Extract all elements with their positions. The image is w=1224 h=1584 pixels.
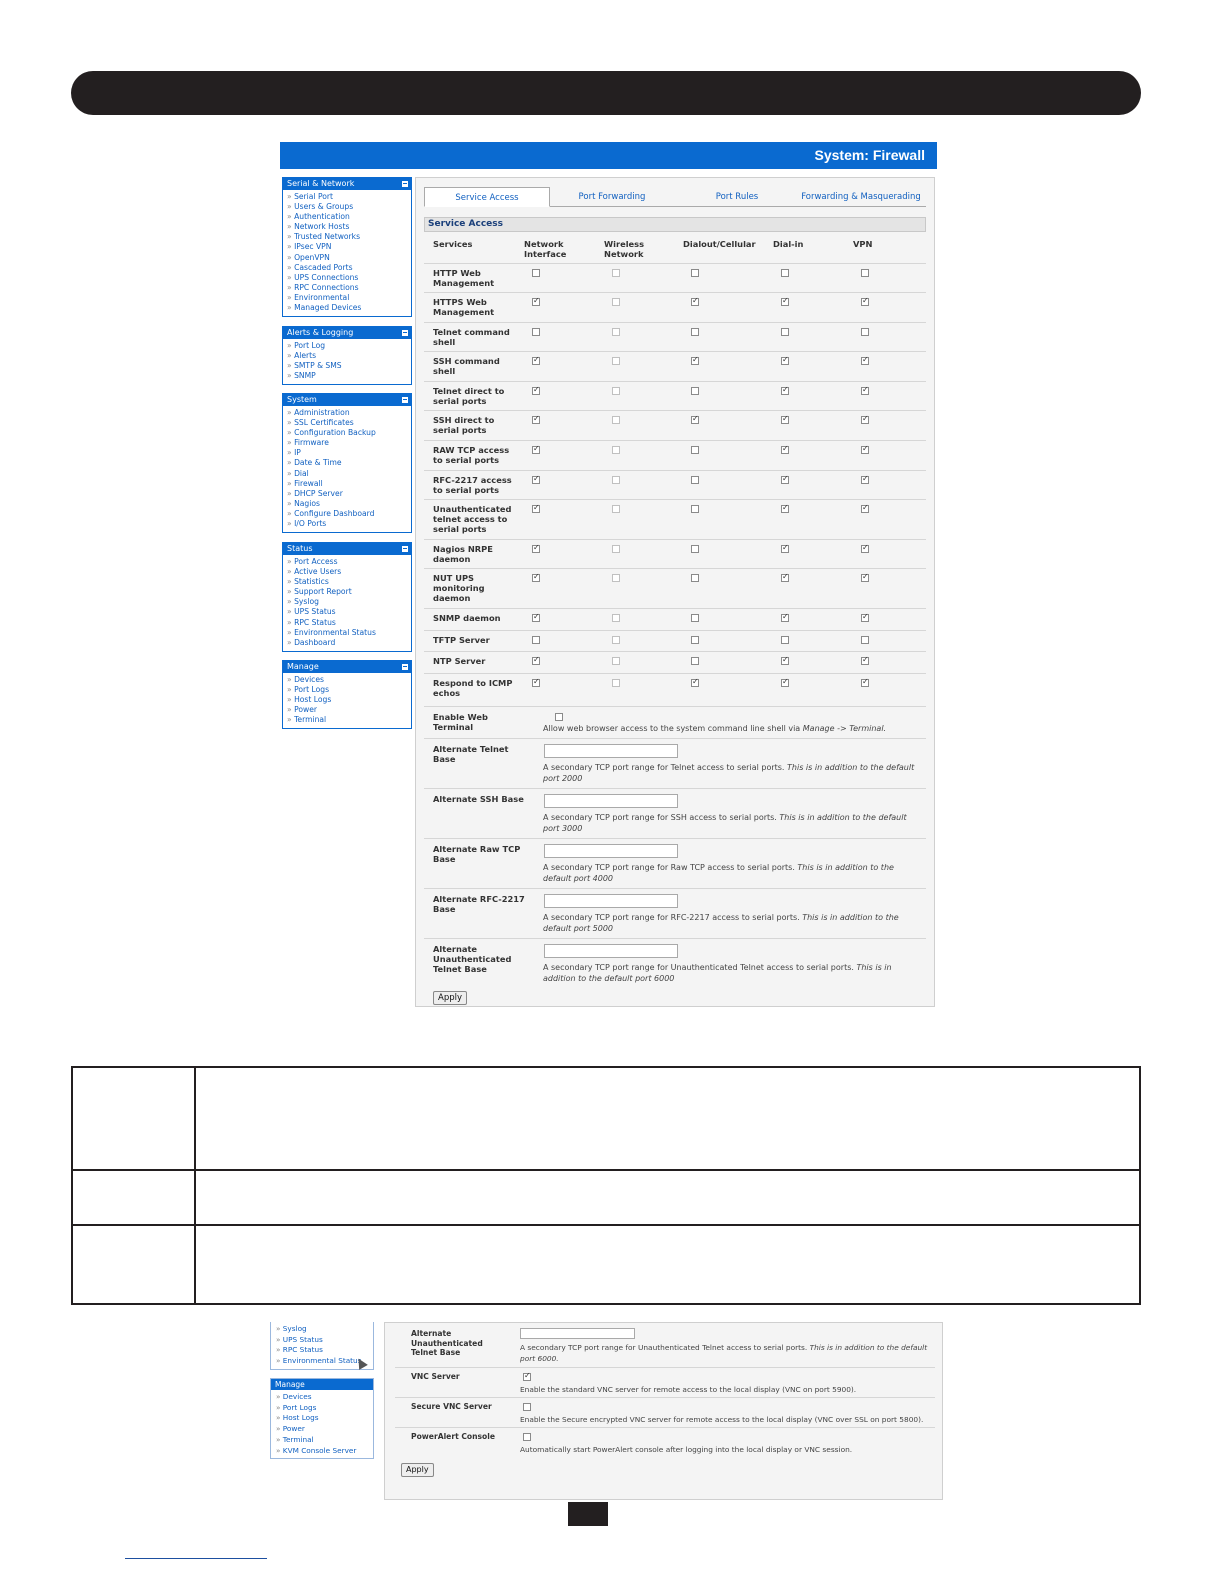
apply-button[interactable]: Apply <box>433 991 467 1005</box>
service-row-unauthenticated-telnet-access-to-serial-ports <box>424 499 926 539</box>
column-header-dial-in: Dial-in <box>773 239 804 249</box>
collapse-icon[interactable] <box>402 546 408 552</box>
page-number-box <box>568 1502 608 1526</box>
sidebar-item-support-report[interactable]: » Support Report <box>287 587 411 597</box>
checkbox-dialout-cellular[interactable] <box>691 614 699 622</box>
sidebar-item-rpc-status[interactable]: » RPC Status <box>287 618 411 628</box>
checkbox-vpn[interactable] <box>861 298 869 306</box>
column-header-dialout-cellular: Dialout/Cellular <box>683 239 756 249</box>
checkbox-network-interface[interactable] <box>532 446 540 454</box>
checkbox-dialout-cellular[interactable] <box>691 657 699 665</box>
sidebar-item-trusted-networks[interactable]: » Trusted Networks <box>287 232 411 242</box>
sidebar-item-environmental-status[interactable]: » Environmental Status <box>287 628 411 638</box>
checkbox-network-interface[interactable] <box>532 574 540 582</box>
service-label: NTP Server <box>433 656 486 666</box>
sidebar-item-ups-status[interactable]: » UPS Status <box>287 607 411 617</box>
service-row-rfc-2217-access-to-serial-ports <box>424 470 926 499</box>
service-row-respond-to-icmp-echos <box>424 673 926 705</box>
setting-checkbox[interactable] <box>523 1373 531 1381</box>
alternate-desc: A secondary TCP port range for SSH access to serial ports. This is in addition to the default port 3000 <box>543 813 907 833</box>
service-label: SSH direct to serial ports <box>433 415 495 435</box>
checkbox-network-interface[interactable] <box>532 476 540 484</box>
sidebar-header-serial-network[interactable] <box>283 178 411 190</box>
collapse-icon[interactable] <box>402 330 408 336</box>
sidebar-item-host-logs[interactable]: » Host Logs <box>276 1413 373 1424</box>
checkbox-dialout-cellular[interactable] <box>691 636 699 644</box>
checkbox-vpn[interactable] <box>861 476 869 484</box>
sidebar-item-power[interactable]: » Power <box>287 705 411 715</box>
checkbox-dial-in[interactable] <box>781 416 789 424</box>
sidebar-group-alerts-logging <box>282 326 412 385</box>
sidebar-item-dashboard[interactable]: » Dashboard <box>287 638 411 648</box>
setting-checkbox[interactable] <box>523 1403 531 1411</box>
checkbox-vpn[interactable] <box>861 328 869 336</box>
checkbox-wireless-network[interactable] <box>612 614 620 622</box>
sidebar-item-dhcp-server[interactable]: » DHCP Server <box>287 489 411 499</box>
alt-unauth-telnet-input[interactable] <box>520 1328 635 1339</box>
checkbox-dialout-cellular[interactable] <box>691 574 699 582</box>
checkbox-dialout-cellular[interactable] <box>691 476 699 484</box>
sidebar-item-ipsec-vpn[interactable]: » IPsec VPN <box>287 242 411 252</box>
web-terminal-row <box>424 706 926 738</box>
sidebar-header-label: Alerts & Logging <box>287 328 354 337</box>
checkbox-dialout-cellular[interactable] <box>691 416 699 424</box>
service-label: Unauthenticated telnet access to serial ports <box>433 504 512 534</box>
sidebar-item-devices[interactable]: » Devices <box>276 1392 373 1403</box>
sidebar-manage <box>270 1378 374 1459</box>
sidebar-group-status <box>282 542 412 652</box>
service-label: HTTP Web Management <box>433 268 495 288</box>
checkbox-dialout-cellular[interactable] <box>691 446 699 454</box>
checkbox-dialout-cellular[interactable] <box>691 387 699 395</box>
setting-label: PowerAlert Console <box>411 1432 496 1441</box>
sidebar-item-port-logs[interactable]: » Port Logs <box>276 1403 373 1414</box>
alt-unauth-telnet-label: Alternate Unauthenticated Telnet Base <box>411 1329 483 1357</box>
checkbox-network-interface[interactable] <box>532 679 540 687</box>
checkbox-network-interface[interactable] <box>532 387 540 395</box>
sidebar-item-smtp-sms[interactable]: » SMTP & SMS <box>287 361 411 371</box>
sidebar-group-system <box>282 393 412 533</box>
setting-label: Secure VNC Server <box>411 1402 492 1411</box>
sidebar-item-date-time[interactable]: » Date & Time <box>287 458 411 468</box>
collapse-icon[interactable] <box>402 397 408 403</box>
checkbox-wireless-network[interactable] <box>612 298 620 306</box>
sidebar-item-alerts[interactable]: » Alerts <box>287 351 411 361</box>
service-label: RAW TCP access to serial ports <box>433 445 510 465</box>
table-divider <box>194 1068 196 1303</box>
checkbox-dialout-cellular[interactable] <box>691 545 699 553</box>
tab-port-forwarding[interactable]: Port Forwarding <box>578 192 646 202</box>
sidebar-item-power[interactable]: » Power <box>276 1424 373 1435</box>
service-label: NUT UPS monitoring daemon <box>433 573 485 603</box>
sidebar-item-terminal[interactable]: » Terminal <box>276 1435 373 1446</box>
checkbox-vpn[interactable] <box>861 505 869 513</box>
alternate-desc: A secondary TCP port range for Unauthenticated Telnet access to serial ports. This is in addition to the default port 6000 <box>543 963 892 983</box>
alternate-row-alternate-ssh-base <box>424 788 926 838</box>
checkbox-dialout-cellular[interactable] <box>691 505 699 513</box>
checkbox-dial-in[interactable] <box>781 357 789 365</box>
sidebar-item-kvm-console-server[interactable]: » KVM Console Server <box>276 1446 373 1457</box>
collapse-icon[interactable] <box>402 181 408 187</box>
vnc-content-panel <box>384 1322 943 1500</box>
table-divider <box>73 1224 1139 1226</box>
sidebar-item-snmp[interactable]: » SNMP <box>287 371 411 381</box>
checkbox-vpn[interactable] <box>861 269 869 277</box>
checkbox-network-interface[interactable] <box>532 328 540 336</box>
column-header-wireless-network: Wireless Network <box>604 239 645 259</box>
sidebar-item-rpc-connections[interactable]: » RPC Connections <box>287 283 411 293</box>
sidebar-item-active-users[interactable]: » Active Users <box>287 567 411 577</box>
checkbox-dial-in[interactable] <box>781 574 789 582</box>
sidebar-item-cascaded-ports[interactable]: » Cascaded Ports <box>287 263 411 273</box>
sidebar-group-manage <box>282 660 412 729</box>
sidebar-header-label: Manage <box>287 662 319 671</box>
page-title-bar <box>280 142 937 169</box>
setting-row-poweralert-console <box>395 1427 935 1457</box>
alternate-row-alternate-raw-tcp-base <box>424 838 926 888</box>
setting-row-vnc-server <box>395 1367 935 1397</box>
sidebar-item-openvpn[interactable]: » OpenVPN <box>287 253 411 263</box>
sidebar-header-label: Serial & Network <box>287 179 355 188</box>
checkbox-vpn[interactable] <box>861 636 869 644</box>
service-row-snmp-daemon <box>424 608 926 630</box>
alt-unauth-telnet-desc: A secondary TCP port range for Unauthenticated Telnet access to serial ports. This is in addition to the default port 6000. <box>520 1343 928 1363</box>
checkbox-dialout-cellular[interactable] <box>691 328 699 336</box>
page-title: System: Firewall <box>814 147 925 163</box>
column-header-network-interface: Network Interface <box>524 239 567 259</box>
sidebar-item-terminal[interactable]: » Terminal <box>287 715 411 725</box>
checkbox-dial-in[interactable] <box>781 614 789 622</box>
checkbox-vpn[interactable] <box>861 679 869 687</box>
service-label: Telnet direct to serial ports <box>433 386 505 406</box>
alternate-desc: A secondary TCP port range for Telnet access to serial ports. This is in addition to the default port 2000 <box>543 763 915 783</box>
sidebar-header-status[interactable] <box>283 543 411 555</box>
sidebar-item-statistics[interactable]: » Statistics <box>287 577 411 587</box>
setting-checkbox[interactable] <box>523 1433 531 1441</box>
checkbox-vpn[interactable] <box>861 357 869 365</box>
service-label: Respond to ICMP echos <box>433 678 513 698</box>
alt-unauth-telnet-row <box>395 1327 935 1367</box>
setting-desc: Enable the Secure encrypted VNC server for remote access to the local display (VNC over SSL on port 5800). <box>520 1415 924 1424</box>
checkbox-dialout-cellular[interactable] <box>691 269 699 277</box>
alternate-row-alternate-unauthenticated-telnet-base <box>424 938 926 988</box>
checkbox-wireless-network[interactable] <box>612 476 620 484</box>
sidebar-item-i-o-ports[interactable]: » I/O Ports <box>287 519 411 529</box>
service-row-ssh-command-shell <box>424 351 926 381</box>
checkbox-network-interface[interactable] <box>532 657 540 665</box>
alternate-desc: A secondary TCP port range for Raw TCP access to serial ports. This is in addition to the default port 4000 <box>543 863 894 883</box>
checkbox-wireless-network[interactable] <box>612 657 620 665</box>
collapse-icon[interactable] <box>402 664 408 670</box>
service-label: Telnet command shell <box>433 327 510 347</box>
web-terminal-label: Enable Web Terminal <box>433 712 488 732</box>
alternate-port-input[interactable] <box>544 944 678 958</box>
checkbox-vpn[interactable] <box>861 574 869 582</box>
checkbox-dial-in[interactable] <box>781 328 789 336</box>
sidebar-item-firewall[interactable]: » Firewall <box>287 479 411 489</box>
checkbox-wireless-network[interactable] <box>612 574 620 582</box>
service-label: TFTP Server <box>433 635 490 645</box>
description-table <box>71 1066 1141 1305</box>
checkbox-dial-in[interactable] <box>781 269 789 277</box>
checkbox-vpn[interactable] <box>861 416 869 424</box>
sidebar-item-ip[interactable]: » IP <box>287 448 411 458</box>
tab-service-access[interactable]: Service Access <box>424 187 550 207</box>
alternate-label: Alternate Raw TCP Base <box>433 844 521 864</box>
sidebar-item-ups-connections[interactable]: » UPS Connections <box>287 273 411 283</box>
sidebar-item-syslog[interactable]: » Syslog <box>287 597 411 607</box>
sidebar-item-authentication[interactable]: » Authentication <box>287 212 411 222</box>
checkbox-dial-in[interactable] <box>781 505 789 513</box>
web-terminal-desc: Allow web browser access to the system command line shell via Manage -> Terminal. <box>543 724 887 733</box>
sidebar-header-label: System <box>287 395 317 404</box>
service-row-http-web-management <box>424 263 926 292</box>
sidebar-item-configure-dashboard[interactable]: » Configure Dashboard <box>287 509 411 519</box>
alternate-row-alternate-telnet-base <box>424 738 926 788</box>
checkbox-dial-in[interactable] <box>781 657 789 665</box>
alternate-label: Alternate Unauthenticated Telnet Base <box>433 944 512 974</box>
firewall-screenshot <box>280 142 937 1008</box>
checkbox-network-interface[interactable] <box>532 357 540 365</box>
checkbox-vpn[interactable] <box>861 545 869 553</box>
service-label: HTTPS Web Management <box>433 297 495 317</box>
web-terminal-checkbox[interactable] <box>555 713 563 721</box>
checkbox-wireless-network[interactable] <box>612 269 620 277</box>
checkbox-vpn[interactable] <box>861 387 869 395</box>
sidebar-header-manage: Manage <box>271 1379 373 1390</box>
checkbox-wireless-network[interactable] <box>612 416 620 424</box>
checkbox-dialout-cellular[interactable] <box>691 679 699 687</box>
service-row-telnet-command-shell <box>424 322 926 351</box>
checkbox-dial-in[interactable] <box>781 387 789 395</box>
sidebar-item-users-groups[interactable]: » Users & Groups <box>287 202 411 212</box>
sidebar-item-syslog[interactable]: » Syslog <box>276 1324 373 1335</box>
checkbox-network-interface[interactable] <box>532 505 540 513</box>
service-label: Nagios NRPE daemon <box>433 544 493 564</box>
setting-label: VNC Server <box>411 1372 460 1381</box>
footer-link-underline <box>125 1558 267 1559</box>
sidebar-group-serial-network <box>282 177 412 317</box>
alternate-port-input[interactable] <box>544 794 678 808</box>
sidebar-item-ssl-certificates[interactable]: » SSL Certificates <box>287 418 411 428</box>
checkbox-dial-in[interactable] <box>781 636 789 644</box>
column-header-vpn: VPN <box>853 239 873 249</box>
checkbox-wireless-network[interactable] <box>612 636 620 644</box>
service-row-nagios-nrpe-daemon <box>424 539 926 568</box>
checkbox-wireless-network[interactable] <box>612 357 620 365</box>
checkbox-dial-in[interactable] <box>781 298 789 306</box>
setting-row-secure-vnc-server <box>395 1397 935 1427</box>
tab-bar <box>424 187 926 207</box>
sidebar-item-port-log[interactable]: » Port Log <box>287 341 411 351</box>
checkbox-vpn[interactable] <box>861 614 869 622</box>
checkbox-network-interface[interactable] <box>532 269 540 277</box>
sidebar-item-port-access[interactable]: » Port Access <box>287 557 411 567</box>
sidebar-item-host-logs[interactable]: » Host Logs <box>287 695 411 705</box>
checkbox-wireless-network[interactable] <box>612 505 620 513</box>
firewall-content-panel <box>415 177 935 1007</box>
checkbox-dial-in[interactable] <box>781 446 789 454</box>
sidebar-item-dial[interactable]: » Dial <box>287 469 411 479</box>
checkbox-dial-in[interactable] <box>781 476 789 484</box>
checkbox-wireless-network[interactable] <box>612 328 620 336</box>
sidebar-item-configuration-backup[interactable]: » Configuration Backup <box>287 428 411 438</box>
checkbox-network-interface[interactable] <box>532 416 540 424</box>
checkbox-network-interface[interactable] <box>532 614 540 622</box>
service-label: RFC-2217 access to serial ports <box>433 475 512 495</box>
service-row-nut-ups-monitoring-daemon <box>424 568 926 608</box>
column-header-services: Services <box>433 239 473 249</box>
sidebar-item-environmental-status[interactable]: » Environmental Status <box>276 1356 373 1367</box>
sidebar-item-network-hosts[interactable]: » Network Hosts <box>287 222 411 232</box>
service-row-https-web-management <box>424 292 926 322</box>
checkbox-vpn[interactable] <box>861 446 869 454</box>
sidebar-header-alerts-logging[interactable] <box>283 327 411 339</box>
sidebar-item-environmental[interactable]: » Environmental <box>287 293 411 303</box>
checkbox-dialout-cellular[interactable] <box>691 357 699 365</box>
service-row-raw-tcp-access-to-serial-ports <box>424 440 926 470</box>
service-label: SSH command shell <box>433 356 500 376</box>
sidebar-item-ups-status[interactable]: » UPS Status <box>276 1335 373 1346</box>
sidebar-item-managed-devices[interactable]: » Managed Devices <box>287 303 411 313</box>
checkbox-network-interface[interactable] <box>532 636 540 644</box>
tab-forwarding-masquerading[interactable]: Forwarding & Masquerading <box>801 192 921 202</box>
service-label: SNMP daemon <box>433 613 501 623</box>
section-title: Service Access <box>424 217 926 232</box>
service-row-ssh-direct-to-serial-ports <box>424 410 926 440</box>
checkbox-wireless-network[interactable] <box>612 387 620 395</box>
alternate-row-alternate-rfc-2217-base <box>424 888 926 938</box>
sidebar-item-devices[interactable]: » Devices <box>287 675 411 685</box>
sidebar-item-nagios[interactable]: » Nagios <box>287 499 411 509</box>
sidebar-header-system[interactable] <box>283 394 411 406</box>
alternate-port-input[interactable] <box>544 844 678 858</box>
chapter-header-bar <box>71 71 1141 115</box>
checkbox-wireless-network[interactable] <box>612 446 620 454</box>
checkbox-network-interface[interactable] <box>532 298 540 306</box>
checkbox-wireless-network[interactable] <box>612 679 620 687</box>
setting-desc: Enable the standard VNC server for remote access to the local display (VNC on port 5900). <box>520 1385 857 1394</box>
alternate-label: Alternate Telnet Base <box>433 744 509 764</box>
checkbox-vpn[interactable] <box>861 657 869 665</box>
sidebar-item-port-logs[interactable]: » Port Logs <box>287 685 411 695</box>
alternate-port-input[interactable] <box>544 894 678 908</box>
table-divider <box>73 1169 1139 1171</box>
alternate-desc: A secondary TCP port range for RFC-2217 access to serial ports. This is in addition to the default port 5000 <box>543 913 899 933</box>
checkbox-wireless-network[interactable] <box>612 545 620 553</box>
checkbox-dialout-cellular[interactable] <box>691 298 699 306</box>
alternate-label: Alternate SSH Base <box>433 794 524 804</box>
service-row-ntp-server <box>424 651 926 673</box>
alternate-label: Alternate RFC-2217 Base <box>433 894 525 914</box>
setting-desc: Automatically start PowerAlert console after logging into the local display or VNC session. <box>520 1445 853 1454</box>
sidebar-header-manage[interactable] <box>283 661 411 673</box>
checkbox-dial-in[interactable] <box>781 679 789 687</box>
checkbox-network-interface[interactable] <box>532 545 540 553</box>
sidebar-item-serial-port[interactable]: » Serial Port <box>287 192 411 202</box>
sidebar-header-label: Status <box>287 544 313 553</box>
alternate-port-input[interactable] <box>544 744 678 758</box>
sidebar-item-rpc-status[interactable]: » RPC Status <box>276 1345 373 1356</box>
service-row-telnet-direct-to-serial-ports <box>424 381 926 410</box>
service-row-tftp-server <box>424 630 926 651</box>
tab-port-rules[interactable]: Port Rules <box>715 192 759 202</box>
sidebar-item-firmware[interactable]: » Firmware <box>287 438 411 448</box>
sidebar-item-administration[interactable]: » Administration <box>287 408 411 418</box>
vnc-settings-screenshot <box>270 1322 943 1500</box>
apply-button[interactable]: Apply <box>401 1463 434 1477</box>
checkbox-dial-in[interactable] <box>781 545 789 553</box>
